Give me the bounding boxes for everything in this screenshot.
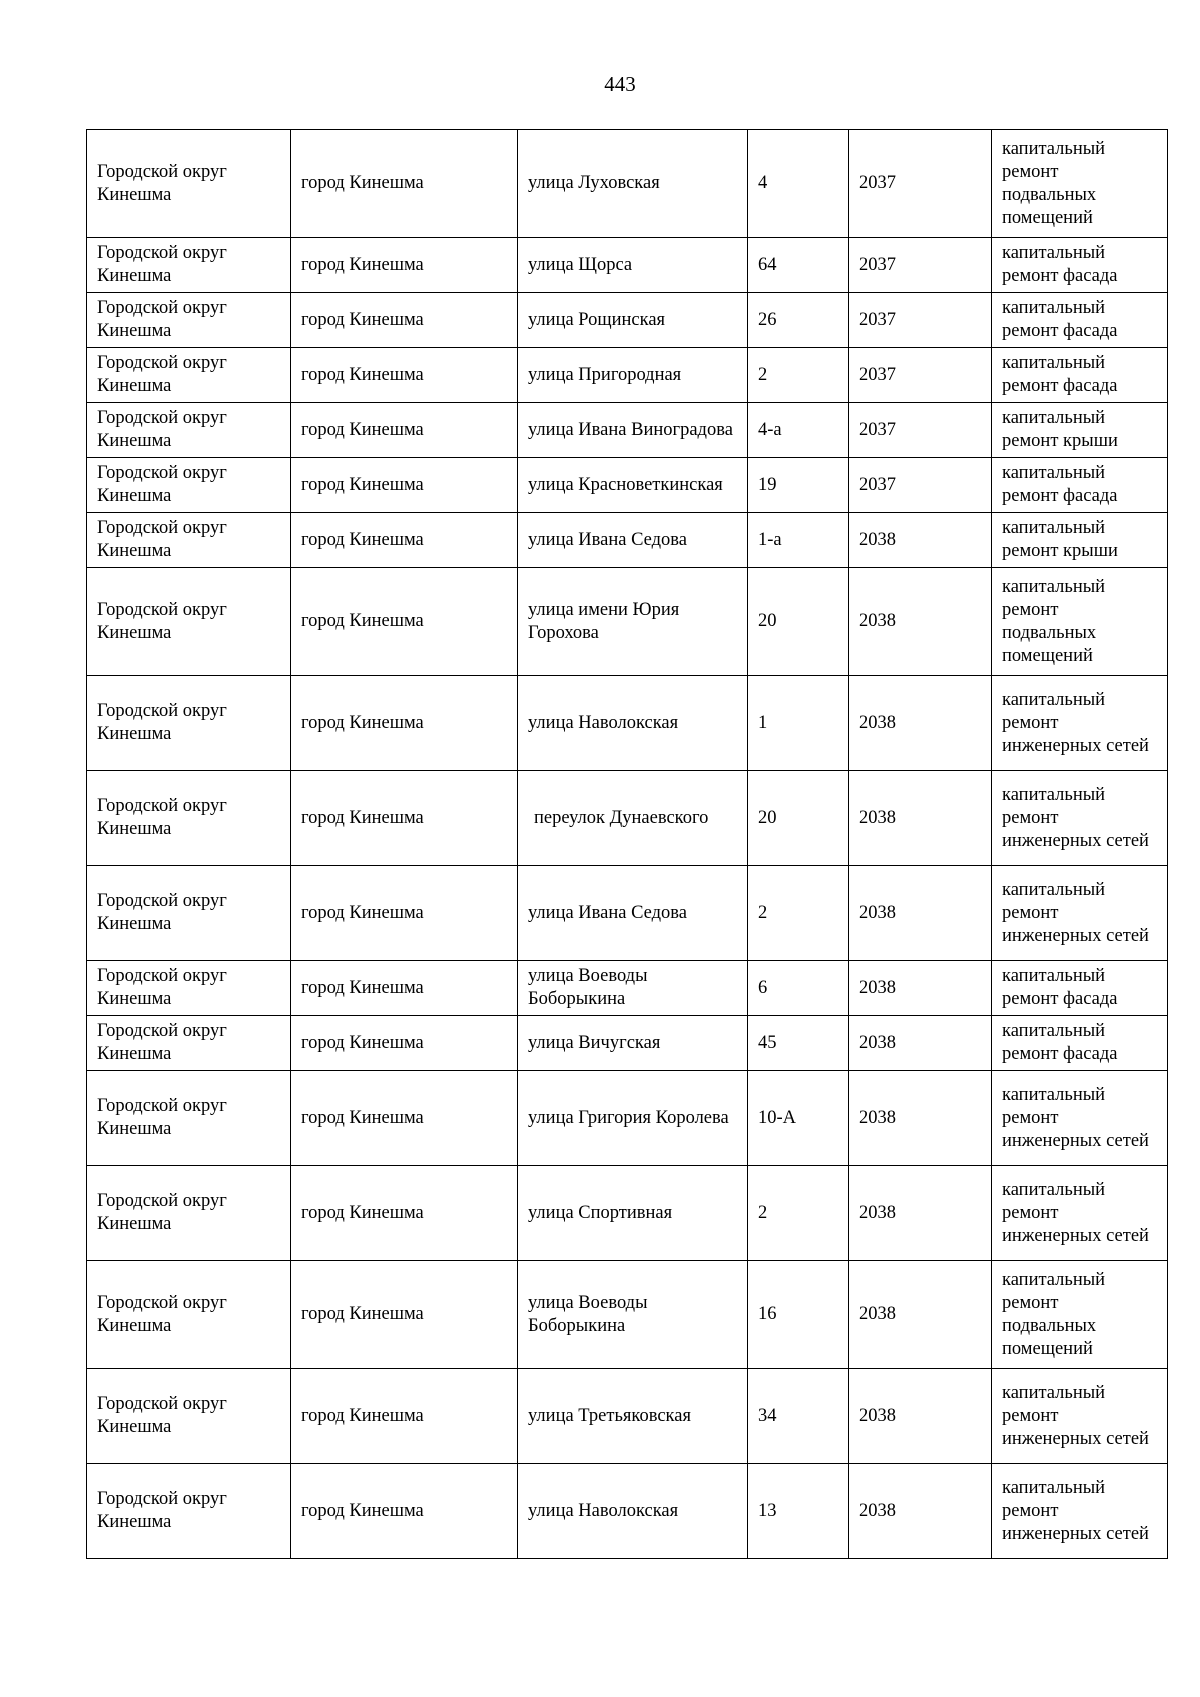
settlement-cell: город Кинешма — [291, 866, 518, 961]
street-cell: улица Ивана Седова — [518, 866, 748, 961]
district-cell: Городской округ Кинешма — [87, 130, 291, 238]
settlement-cell: город Кинешма — [291, 1464, 518, 1559]
street-cell: улица Луховская — [518, 130, 748, 238]
street-cell: улица Наволокская — [518, 1464, 748, 1559]
house-number-cell: 20 — [748, 771, 849, 866]
street-cell: улица Красноветкинская — [518, 458, 748, 513]
house-number-cell: 45 — [748, 1016, 849, 1071]
street-cell: улица Григория Королева — [518, 1071, 748, 1166]
table-row — [87, 1261, 1168, 1369]
street-cell: улица Ивана Виноградова — [518, 403, 748, 458]
work-type-cell: капитальный ремонт фасада — [992, 293, 1168, 348]
table-body — [87, 130, 1168, 1559]
district-cell: Городской округ Кинешма — [87, 513, 291, 568]
district-cell: Городской округ Кинешма — [87, 403, 291, 458]
work-type-cell: капитальный ремонт фасада — [992, 961, 1168, 1016]
work-type-cell: капитальный ремонт крыши — [992, 513, 1168, 568]
district-cell: Городской округ Кинешма — [87, 1464, 291, 1559]
house-number-cell: 13 — [748, 1464, 849, 1559]
table-row — [87, 1071, 1168, 1166]
year-cell: 2038 — [849, 1464, 992, 1559]
year-cell: 2038 — [849, 1369, 992, 1464]
settlement-cell: город Кинешма — [291, 130, 518, 238]
street-cell: улица Вичугская — [518, 1016, 748, 1071]
table-row — [87, 1166, 1168, 1261]
house-number-cell: 19 — [748, 458, 849, 513]
table-row — [87, 238, 1168, 293]
district-cell: Городской округ Кинешма — [87, 293, 291, 348]
work-type-cell: капитальный ремонт инженерных сетей — [992, 1071, 1168, 1166]
street-cell: переулок Дунаевского — [518, 771, 748, 866]
district-cell: Городской округ Кинешма — [87, 1369, 291, 1464]
year-cell: 2037 — [849, 403, 992, 458]
street-cell: улица Спортивная — [518, 1166, 748, 1261]
street-cell: улица Воеводы Боборыкина — [518, 961, 748, 1016]
house-number-cell: 26 — [748, 293, 849, 348]
year-cell: 2038 — [849, 866, 992, 961]
house-number-cell: 16 — [748, 1261, 849, 1369]
year-cell: 2038 — [849, 1071, 992, 1166]
district-cell: Городской округ Кинешма — [87, 771, 291, 866]
settlement-cell: город Кинешма — [291, 238, 518, 293]
house-number-cell: 4 — [748, 130, 849, 238]
year-cell: 2037 — [849, 348, 992, 403]
year-cell: 2037 — [849, 130, 992, 238]
work-type-cell: капитальный ремонт фасада — [992, 348, 1168, 403]
house-number-cell: 2 — [748, 1166, 849, 1261]
table-row — [87, 458, 1168, 513]
work-type-cell: капитальный ремонт подвальных помещений — [992, 130, 1168, 238]
district-cell: Городской округ Кинешма — [87, 961, 291, 1016]
table-row — [87, 676, 1168, 771]
street-cell: улица Ивана Седова — [518, 513, 748, 568]
street-cell: улица имени Юрия Горохова — [518, 568, 748, 676]
year-cell: 2038 — [849, 961, 992, 1016]
repair-schedule-table — [86, 129, 1168, 1559]
settlement-cell: город Кинешма — [291, 348, 518, 403]
work-type-cell: капитальный ремонт фасада — [992, 1016, 1168, 1071]
year-cell: 2038 — [849, 1166, 992, 1261]
settlement-cell: город Кинешма — [291, 293, 518, 348]
settlement-cell: город Кинешма — [291, 403, 518, 458]
district-cell: Городской округ Кинешма — [87, 238, 291, 293]
settlement-cell: город Кинешма — [291, 1071, 518, 1166]
table-row — [87, 866, 1168, 961]
settlement-cell: город Кинешма — [291, 1016, 518, 1071]
work-type-cell: капитальный ремонт инженерных сетей — [992, 1464, 1168, 1559]
work-type-cell: капитальный ремонт подвальных помещений — [992, 1261, 1168, 1369]
settlement-cell: город Кинешма — [291, 1369, 518, 1464]
work-type-cell: капитальный ремонт инженерных сетей — [992, 866, 1168, 961]
district-cell: Городской округ Кинешма — [87, 1261, 291, 1369]
house-number-cell: 1 — [748, 676, 849, 771]
settlement-cell: город Кинешма — [291, 513, 518, 568]
house-number-cell: 6 — [748, 961, 849, 1016]
street-cell: улица Воеводы Боборыкина — [518, 1261, 748, 1369]
work-type-cell: капитальный ремонт крыши — [992, 403, 1168, 458]
street-cell: улица Щорса — [518, 238, 748, 293]
settlement-cell: город Кинешма — [291, 1261, 518, 1369]
district-cell: Городской округ Кинешма — [87, 1016, 291, 1071]
street-cell: улица Наволокская — [518, 676, 748, 771]
year-cell: 2038 — [849, 513, 992, 568]
year-cell: 2038 — [849, 676, 992, 771]
settlement-cell: город Кинешма — [291, 568, 518, 676]
settlement-cell: город Кинешма — [291, 676, 518, 771]
table-row — [87, 513, 1168, 568]
year-cell: 2038 — [849, 568, 992, 676]
table-row — [87, 293, 1168, 348]
house-number-cell: 4-а — [748, 403, 849, 458]
district-cell: Городской округ Кинешма — [87, 348, 291, 403]
house-number-cell: 2 — [748, 348, 849, 403]
year-cell: 2038 — [849, 1016, 992, 1071]
work-type-cell: капитальный ремонт инженерных сетей — [992, 676, 1168, 771]
table-row — [87, 1016, 1168, 1071]
street-cell: улица Третьяковская — [518, 1369, 748, 1464]
settlement-cell: город Кинешма — [291, 458, 518, 513]
district-cell: Городской округ Кинешма — [87, 568, 291, 676]
settlement-cell: город Кинешма — [291, 1166, 518, 1261]
year-cell: 2038 — [849, 771, 992, 866]
work-type-cell: капитальный ремонт инженерных сетей — [992, 1369, 1168, 1464]
street-cell: улица Пригородная — [518, 348, 748, 403]
house-number-cell: 2 — [748, 866, 849, 961]
table-row — [87, 348, 1168, 403]
district-cell: Городской округ Кинешма — [87, 676, 291, 771]
year-cell: 2037 — [849, 238, 992, 293]
settlement-cell: город Кинешма — [291, 771, 518, 866]
house-number-cell: 64 — [748, 238, 849, 293]
district-cell: Городской округ Кинешма — [87, 1071, 291, 1166]
table-row — [87, 130, 1168, 238]
house-number-cell: 1-а — [748, 513, 849, 568]
year-cell: 2037 — [849, 458, 992, 513]
table-row — [87, 771, 1168, 866]
table-row — [87, 568, 1168, 676]
work-type-cell: капитальный ремонт подвальных помещений — [992, 568, 1168, 676]
table-row — [87, 403, 1168, 458]
year-cell: 2038 — [849, 1261, 992, 1369]
settlement-cell: город Кинешма — [291, 961, 518, 1016]
work-type-cell: капитальный ремонт фасада — [992, 458, 1168, 513]
work-type-cell: капитальный ремонт инженерных сетей — [992, 771, 1168, 866]
table-row — [87, 1464, 1168, 1559]
district-cell: Городской округ Кинешма — [87, 1166, 291, 1261]
page-number: 443 — [604, 72, 636, 96]
work-type-cell: капитальный ремонт фасада — [992, 238, 1168, 293]
house-number-cell: 10-А — [748, 1071, 849, 1166]
table-row — [87, 1369, 1168, 1464]
year-cell: 2037 — [849, 293, 992, 348]
district-cell: Городской округ Кинешма — [87, 458, 291, 513]
district-cell: Городской округ Кинешма — [87, 866, 291, 961]
table-row — [87, 961, 1168, 1016]
house-number-cell: 34 — [748, 1369, 849, 1464]
street-cell: улица Рощинская — [518, 293, 748, 348]
house-number-cell: 20 — [748, 568, 849, 676]
work-type-cell: капитальный ремонт инженерных сетей — [992, 1166, 1168, 1261]
